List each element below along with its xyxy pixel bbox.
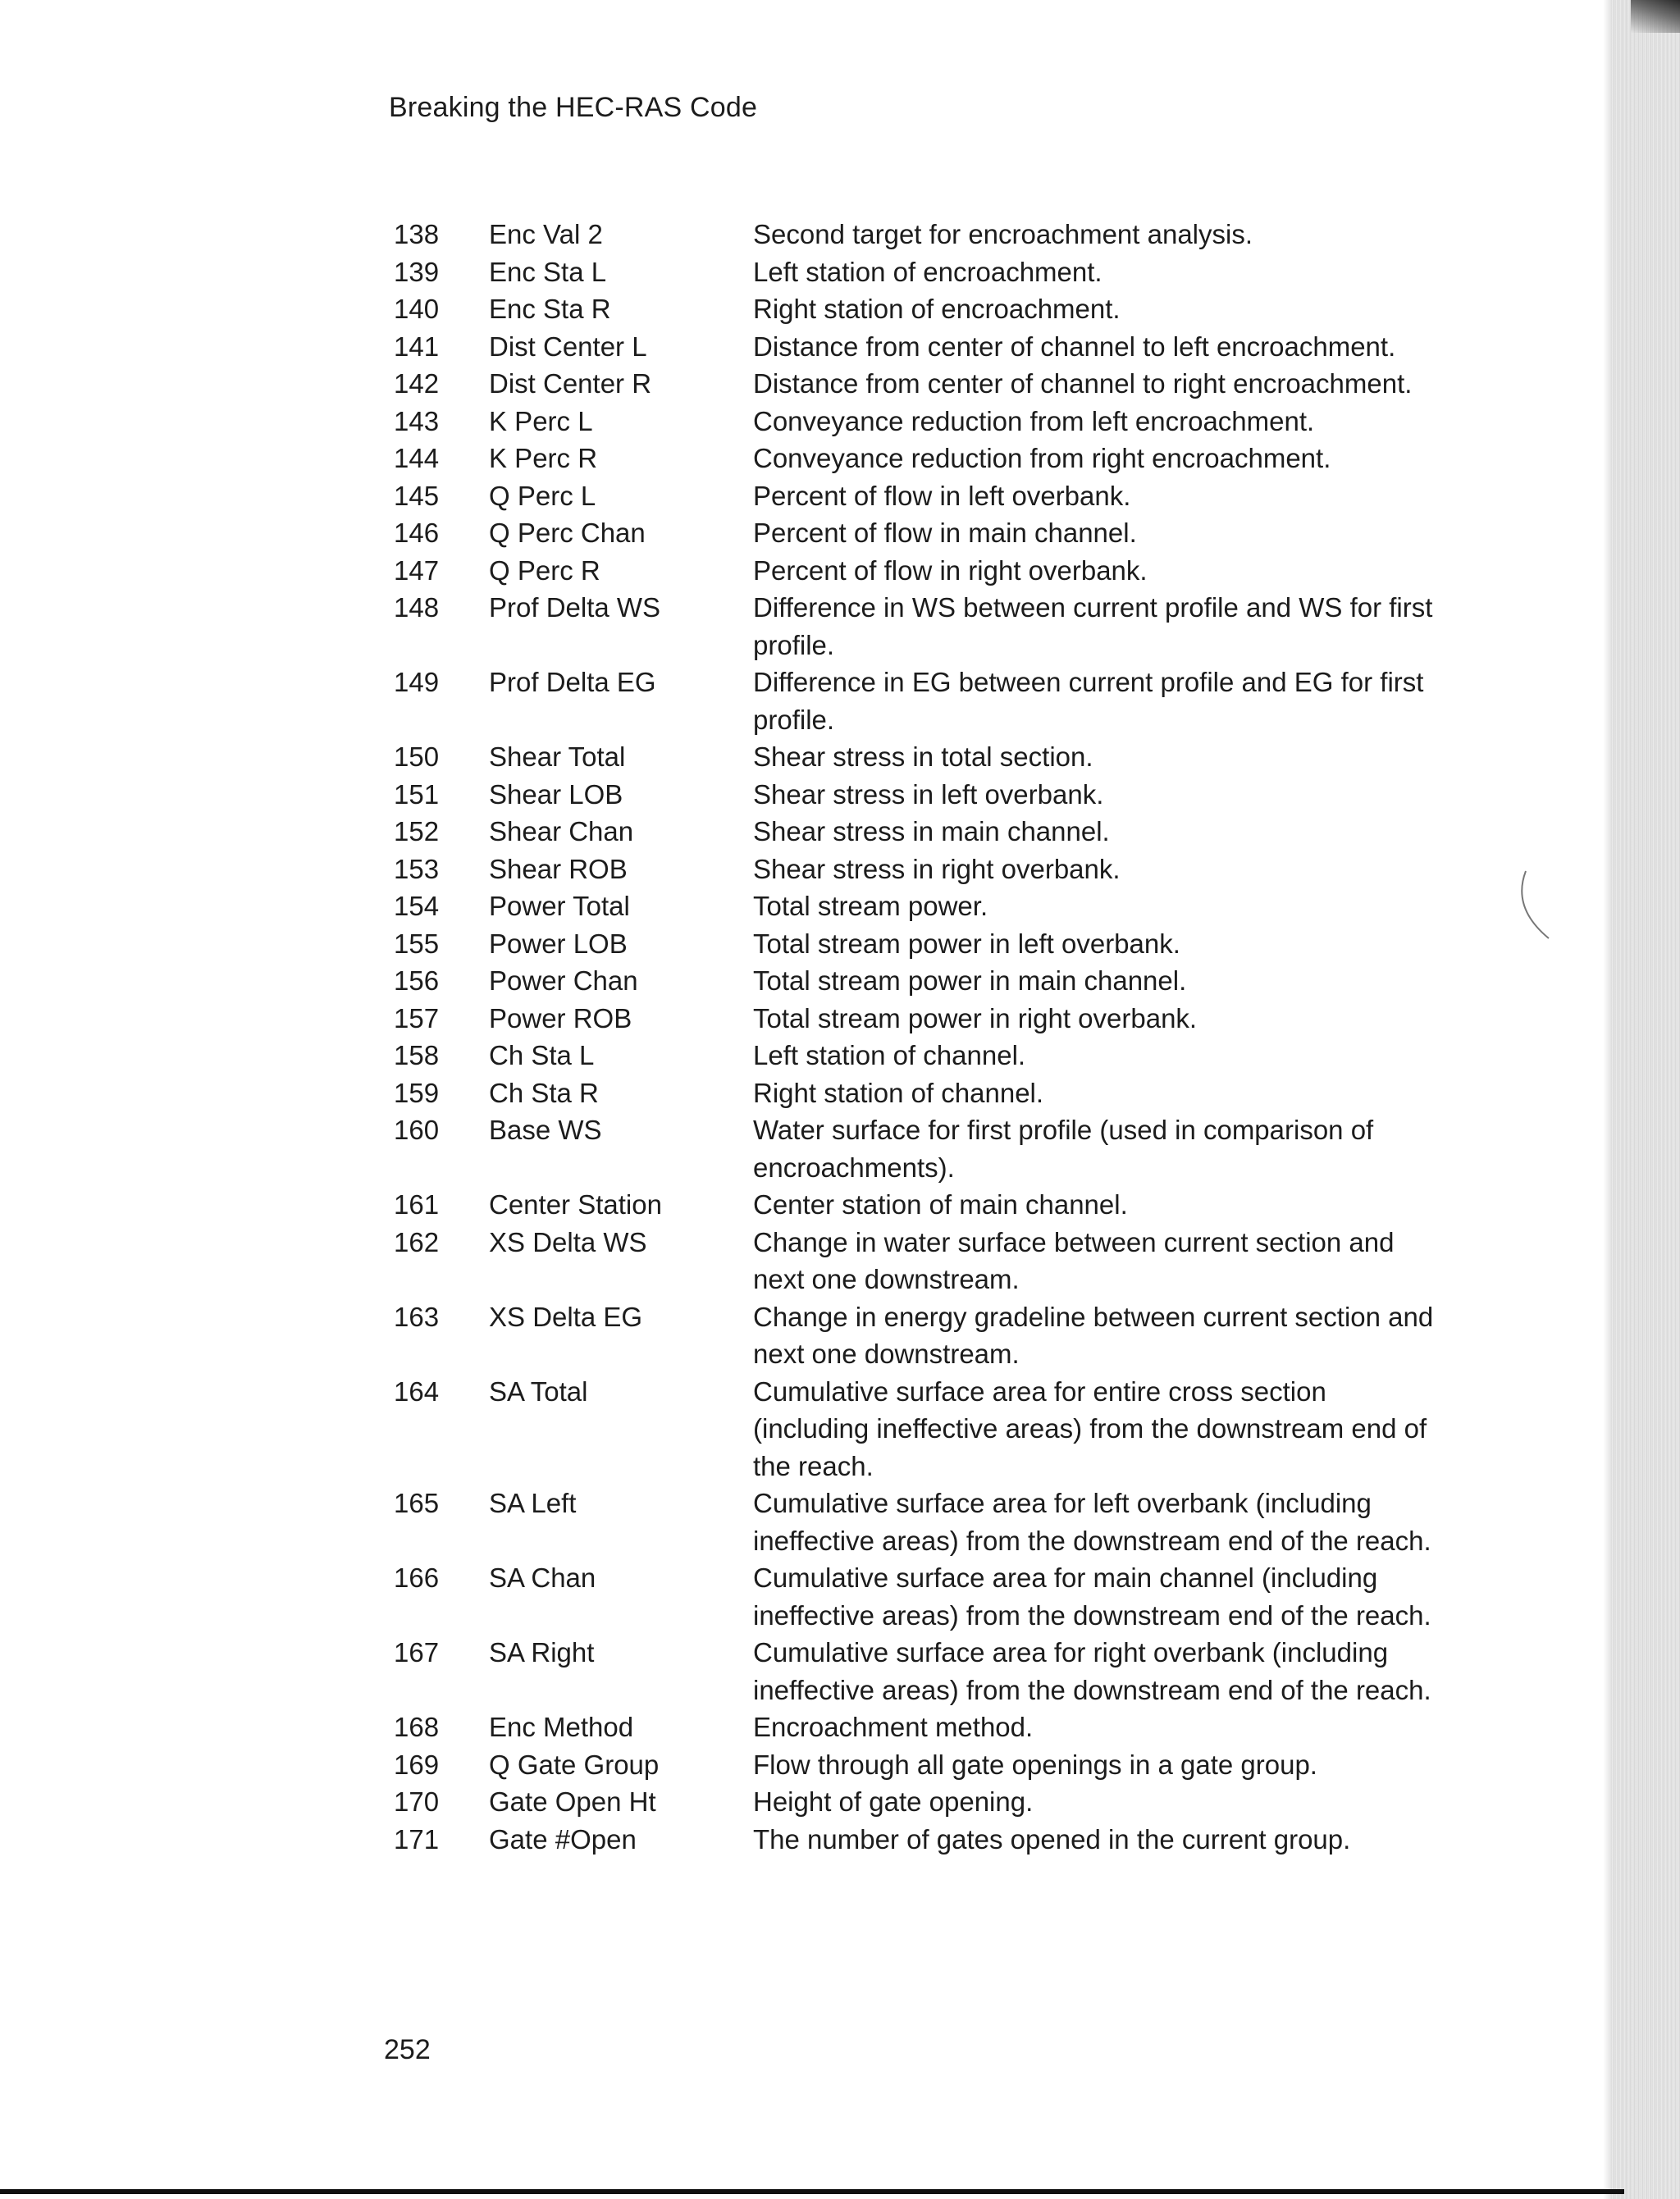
variable-description [753, 738, 1493, 776]
description-line: profile. [753, 704, 835, 735]
description-line: Right station of encroachment. [753, 294, 1121, 324]
scan-bottom-edge [0, 2189, 1624, 2194]
variable-name: Power ROB [489, 1002, 632, 1033]
variable-description [753, 813, 1493, 851]
description-line: (including ineffective areas) from the downstream end of [753, 1413, 1427, 1444]
list-item [394, 664, 1493, 738]
description-line: next one downstream. [753, 1264, 1020, 1294]
description-line: Difference in WS between current profile and WS for first [753, 592, 1433, 623]
list-item [394, 851, 1493, 888]
variable-name: Q Perc R [489, 554, 600, 586]
variable-description [753, 1821, 1493, 1859]
variable-description [753, 664, 1493, 738]
variable-description [753, 1000, 1493, 1038]
entry-number: 164 [394, 1376, 440, 1407]
description-line: Shear stress in right overbank. [753, 853, 1121, 884]
variable-name: Shear ROB [489, 853, 628, 884]
variable-name: XS Delta WS [489, 1226, 647, 1257]
entry-number: 152 [394, 816, 440, 846]
entry-number: 159 [394, 1077, 440, 1108]
variable-description [753, 1037, 1493, 1074]
list-item [394, 1634, 1493, 1709]
entry-number: 169 [394, 1749, 440, 1780]
list-item [394, 1037, 1493, 1074]
description-line: the reach. [753, 1450, 874, 1481]
variable-description [753, 290, 1493, 328]
list-item [394, 1485, 1493, 1559]
description-line: Percent of flow in main channel. [753, 518, 1137, 548]
description-line: Cumulative surface area for left overbank (including [753, 1488, 1372, 1518]
description-line: Shear stress in total section. [753, 741, 1093, 772]
entry-number: 168 [394, 1712, 440, 1742]
description-line: Cumulative surface area for right overbank (including [753, 1637, 1389, 1667]
list-item [394, 1224, 1493, 1298]
variable-name: Enc Val 2 [489, 219, 603, 249]
variable-description [753, 1373, 1493, 1485]
list-item [394, 403, 1493, 440]
entry-number: 147 [394, 554, 440, 586]
list-item [394, 1783, 1493, 1821]
list-item [394, 514, 1493, 552]
variable-description [753, 1111, 1493, 1186]
variable-description [753, 887, 1493, 925]
variable-description [753, 1634, 1493, 1709]
description-line: encroachments). [753, 1152, 955, 1183]
variable-name: Dist Center R [489, 368, 652, 399]
variable-name: SA Chan [489, 1563, 596, 1593]
variable-name: SA Right [489, 1637, 595, 1667]
list-item [394, 962, 1493, 1000]
variable-name: Shear Chan [489, 816, 634, 846]
variable-description [753, 253, 1493, 291]
variable-name: Base WS [489, 1115, 602, 1145]
list-item [394, 589, 1493, 664]
entry-number: 141 [394, 331, 440, 362]
entry-number: 165 [394, 1488, 440, 1518]
list-item [394, 253, 1493, 291]
variable-name: XS Delta EG [489, 1301, 643, 1332]
variable-description [753, 1709, 1493, 1746]
variable-name: Prof Delta WS [489, 592, 661, 623]
variable-name: Ch Sta R [489, 1077, 599, 1108]
variable-name: Gate #Open [489, 1823, 637, 1855]
entry-number: 139 [394, 256, 440, 287]
list-item [394, 1074, 1493, 1112]
description-line: ineffective areas) from the downstream end of the reach. [753, 1525, 1431, 1556]
description-line: Change in energy gradeline between current section and [753, 1301, 1434, 1332]
entry-number: 151 [394, 778, 440, 810]
description-line: Total stream power. [753, 891, 988, 921]
description-line: ineffective areas) from the downstream end of the reach. [753, 1599, 1431, 1631]
list-item [394, 290, 1493, 328]
entry-number: 148 [394, 592, 440, 623]
variable-description [753, 514, 1493, 552]
description-line: Cumulative surface area for entire cross section [753, 1376, 1326, 1407]
description-line: Conveyance reduction from right encroachment. [753, 443, 1331, 473]
variable-description [753, 1224, 1493, 1298]
list-item [394, 1373, 1493, 1485]
description-line: Cumulative surface area for main channel (including [753, 1563, 1378, 1593]
description-line: Total stream power in main channel. [753, 965, 1187, 996]
variable-name: Q Gate Group [489, 1749, 660, 1780]
variable-description [753, 403, 1493, 440]
entry-number: 154 [394, 891, 440, 921]
list-item [394, 1000, 1493, 1038]
entry-number: 140 [394, 294, 440, 324]
variable-description [753, 1783, 1493, 1821]
description-line: profile. [753, 629, 835, 660]
list-item [394, 1111, 1493, 1186]
description-line: next one downstream. [753, 1339, 1020, 1369]
list-item [394, 887, 1493, 925]
list-item [394, 1821, 1493, 1859]
entry-number: 163 [394, 1301, 440, 1332]
description-line: Water surface for first profile (used in comparison of [753, 1115, 1374, 1145]
description-line: Total stream power in left overbank. [753, 928, 1180, 959]
variable-definition-list [394, 216, 1493, 1858]
entry-number: 166 [394, 1563, 440, 1593]
variable-description [753, 552, 1493, 590]
entry-number: 171 [394, 1823, 440, 1855]
page-number: 252 [384, 2034, 431, 2065]
description-line: Conveyance reduction from left encroachment. [753, 405, 1315, 436]
description-line: Distance from center of channel to right encroachment. [753, 368, 1413, 399]
variable-description [753, 1559, 1493, 1634]
running-header: Breaking the HEC-RAS Code [389, 92, 758, 123]
variable-description [753, 1746, 1493, 1784]
description-line: Shear stress in main channel. [753, 816, 1110, 846]
description-line: The number of gates opened in the current group. [753, 1823, 1351, 1855]
variable-name: Q Perc L [489, 480, 596, 511]
variable-description [753, 1485, 1493, 1559]
description-line: Percent of flow in right overbank. [753, 554, 1148, 586]
entry-number: 162 [394, 1226, 440, 1257]
variable-name: Center Station [489, 1189, 662, 1220]
entry-number: 144 [394, 443, 440, 473]
variable-name: K Perc R [489, 443, 598, 473]
description-line: Left station of channel. [753, 1040, 1026, 1070]
variable-description [753, 851, 1493, 888]
variable-name: Dist Center L [489, 331, 647, 362]
list-item [394, 1186, 1493, 1224]
variable-description [753, 1186, 1493, 1224]
list-item [394, 1559, 1493, 1634]
list-item [394, 477, 1493, 515]
list-item [394, 328, 1493, 366]
variable-description [753, 925, 1493, 963]
description-line: Difference in EG between current profile and EG for first [753, 667, 1424, 697]
description-line: Distance from center of channel to left encroachment. [753, 331, 1396, 362]
variable-name: Shear LOB [489, 778, 623, 810]
list-item [394, 1746, 1493, 1784]
variable-name: Shear Total [489, 741, 626, 772]
entry-number: 145 [394, 480, 440, 511]
variable-name: Enc Method [489, 1712, 634, 1742]
entry-number: 170 [394, 1786, 440, 1817]
entry-number: 157 [394, 1002, 440, 1033]
description-line: ineffective areas) from the downstream end of the reach. [753, 1674, 1431, 1705]
variable-name: SA Total [489, 1376, 588, 1407]
entry-number: 158 [394, 1040, 440, 1070]
variable-description [753, 962, 1493, 1000]
list-item [394, 440, 1493, 477]
variable-description [753, 216, 1493, 253]
list-item [394, 925, 1493, 963]
description-line: Second target for encroachment analysis. [753, 219, 1253, 249]
description-line: Encroachment method. [753, 1712, 1034, 1742]
list-item [394, 1709, 1493, 1746]
entry-number: 167 [394, 1637, 440, 1667]
variable-description [753, 477, 1493, 515]
list-item [394, 738, 1493, 776]
entry-number: 138 [394, 219, 440, 249]
entry-number: 161 [394, 1189, 440, 1220]
description-line: Change in water surface between current section and [753, 1226, 1395, 1257]
list-item [394, 216, 1493, 253]
entry-number: 146 [394, 518, 440, 548]
entry-number: 150 [394, 741, 440, 772]
list-item [394, 813, 1493, 851]
list-item [394, 365, 1493, 403]
variable-name: K Perc L [489, 405, 593, 436]
variable-description [753, 440, 1493, 477]
variable-description [753, 328, 1493, 366]
page-binding-shadow [1611, 0, 1680, 2199]
list-item [394, 1298, 1493, 1373]
entry-number: 153 [394, 853, 440, 884]
description-line: Center station of main channel. [753, 1189, 1128, 1220]
entry-number: 143 [394, 405, 440, 436]
variable-name: Power Total [489, 891, 630, 921]
description-line: Total stream power in right overbank. [753, 1002, 1198, 1033]
entry-number: 160 [394, 1115, 440, 1145]
description-line: Height of gate opening. [753, 1786, 1034, 1817]
description-line: Left station of encroachment. [753, 256, 1102, 287]
list-item [394, 776, 1493, 814]
variable-name: Prof Delta EG [489, 667, 656, 697]
description-line: Percent of flow in left overbank. [753, 480, 1131, 511]
variable-description [753, 589, 1493, 664]
variable-name: Gate Open Ht [489, 1786, 656, 1817]
variable-name: Power LOB [489, 928, 628, 959]
entry-number: 156 [394, 965, 440, 996]
variable-name: SA Left [489, 1488, 577, 1518]
list-item [394, 552, 1493, 590]
variable-description [753, 365, 1493, 403]
variable-description [753, 1074, 1493, 1112]
page-corner-curl [1631, 0, 1680, 33]
variable-name: Enc Sta L [489, 256, 607, 287]
variable-description [753, 1298, 1493, 1373]
variable-name: Power Chan [489, 965, 638, 996]
entry-number: 155 [394, 928, 440, 959]
entry-number: 149 [394, 667, 440, 697]
variable-name: Q Perc Chan [489, 518, 646, 548]
variable-name: Ch Sta L [489, 1040, 595, 1070]
description-line: Right station of channel. [753, 1077, 1044, 1108]
description-line: Shear stress in left overbank. [753, 778, 1104, 810]
variable-description [753, 776, 1493, 814]
margin-pencil-mark [1516, 868, 1565, 942]
description-line: Flow through all gate openings in a gate group. [753, 1749, 1317, 1780]
entry-number: 142 [394, 368, 440, 399]
variable-name: Enc Sta R [489, 294, 611, 324]
